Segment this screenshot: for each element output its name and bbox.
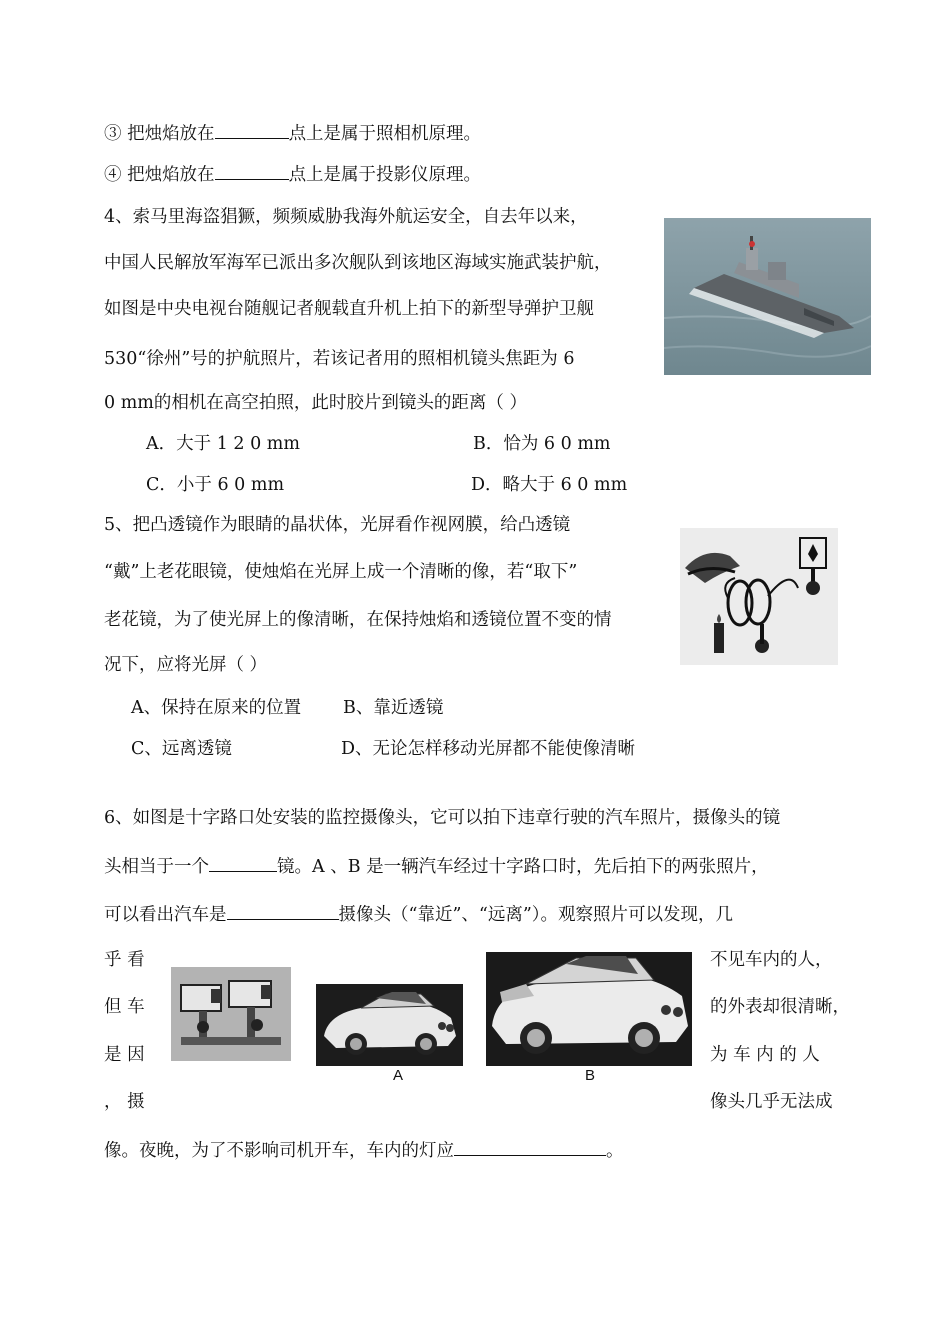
q5-line-4: 况下，应将光屏（ ） [104, 655, 268, 675]
lens-experiment-figure [680, 528, 838, 665]
q6-right-1: 不见车内的人， [710, 950, 833, 970]
q6-line-1: 6、如图是十字路口处安装的监控摄像头，它可以拍下违章行驶的汽车照片，摄像头的镜 [104, 808, 781, 828]
q3-item-4-text-end: 点上是属于投影仪原理。 [288, 165, 482, 185]
car-photo-b-label: B [585, 1067, 596, 1084]
car-photo-a [316, 984, 463, 1066]
q5-line-2: “戴”上老花眼镜，使烛焰在光屏上成一个清晰的像，若“取下” [104, 562, 578, 582]
q6-left-3: 是 因 [104, 1045, 145, 1065]
q6-line-last-text-end: 。 [606, 1141, 624, 1161]
frigate-photo [664, 218, 871, 375]
q6-line-last-text: 像。夜晚，为了不影响司机开车，车内的灯应 [104, 1141, 454, 1161]
q4-line-3: 如图是中央电视台随舰记者舰载直升机上拍下的新型导弹护卫舰 [104, 299, 594, 319]
q3-item-3-text-end: 点上是属于照相机原理。 [288, 124, 482, 144]
q5-line-3: 老花镜，为了使光屏上的像清晰，在保持烛焰和透镜位置不变的情 [104, 610, 612, 630]
q6-line-3-text-end: 摄像头（“靠近”、“远离”）。观察照片可以发现，几 [338, 905, 734, 925]
q3-item-4-blank[interactable] [215, 161, 289, 180]
q5-option-d[interactable]: D、无论怎样移动光屏都不能使像清晰 [341, 739, 636, 759]
q5-option-c[interactable]: C、远离透镜 [131, 739, 232, 759]
q6-line-last [104, 1137, 624, 1163]
q3-item-3 [104, 120, 481, 146]
q6-right-3: 为 车 内 的 人 [710, 1045, 820, 1065]
q6-line-2 [104, 853, 769, 879]
q6-line-2-text-end: 镜。A 、B 是一辆汽车经过十字路口时，先后拍下的两张照片， [277, 857, 769, 877]
q3-item-3-blank[interactable] [215, 120, 289, 139]
q6-left-1: 乎 看 [104, 950, 145, 970]
q6-line-3-text: 可以看出汽车是 [104, 905, 227, 925]
q3-item-4-text: ④ 把烛焰放在 [104, 165, 215, 185]
q3-item-4 [104, 161, 481, 187]
q5-option-b[interactable]: B、靠近透镜 [343, 698, 444, 718]
q6-line-2-text: 头相当于一个 [104, 857, 209, 877]
q4-option-b[interactable]: B．恰为 6 0 mm [473, 434, 611, 454]
q6-blank-light[interactable] [454, 1137, 606, 1156]
q5-option-a[interactable]: A、保持在原来的位置 [131, 698, 302, 718]
q5-line-1: 5、把凸透镜作为眼睛的晶状体，光屏看作视网膜，给凸透镜 [104, 515, 571, 535]
q4-line-5: 0 mm的相机在高空拍照，此时胶片到镜头的距离（ ） [104, 393, 527, 413]
car-photo-b [486, 952, 692, 1066]
q4-line-1: 4、索马里海盗猖獗，频频威胁我海外航运安全，自去年以来， [104, 207, 588, 227]
q6-left-4: ， 摄 [104, 1092, 145, 1112]
q6-right-2: 的外表却很清晰， [710, 997, 850, 1017]
q4-line-2: 中国人民解放军海军已派出多次舰队到该地区海域实施武装护航， [104, 253, 612, 273]
q6-right-4: 像头几乎无法成 [710, 1092, 833, 1112]
q6-blank-lens[interactable] [209, 853, 277, 872]
camera-photo [171, 967, 291, 1061]
q3-item-3-text: ③ 把烛焰放在 [104, 124, 215, 144]
q4-option-a[interactable]: A．大于 1 2 0 mm [146, 434, 300, 454]
car-photo-a-label: A [393, 1067, 404, 1084]
q6-blank-direction[interactable] [227, 901, 339, 920]
q6-left-2: 但 车 [104, 997, 145, 1017]
q6-line-3 [104, 901, 733, 927]
q4-line-4: 530“徐州”号的护航照片，若该记者用的照相机镜头焦距为 6 [104, 349, 575, 369]
q4-option-d[interactable]: D．略大于 6 0 mm [471, 475, 628, 495]
q4-option-c[interactable]: C．小于 6 0 mm [146, 475, 285, 495]
